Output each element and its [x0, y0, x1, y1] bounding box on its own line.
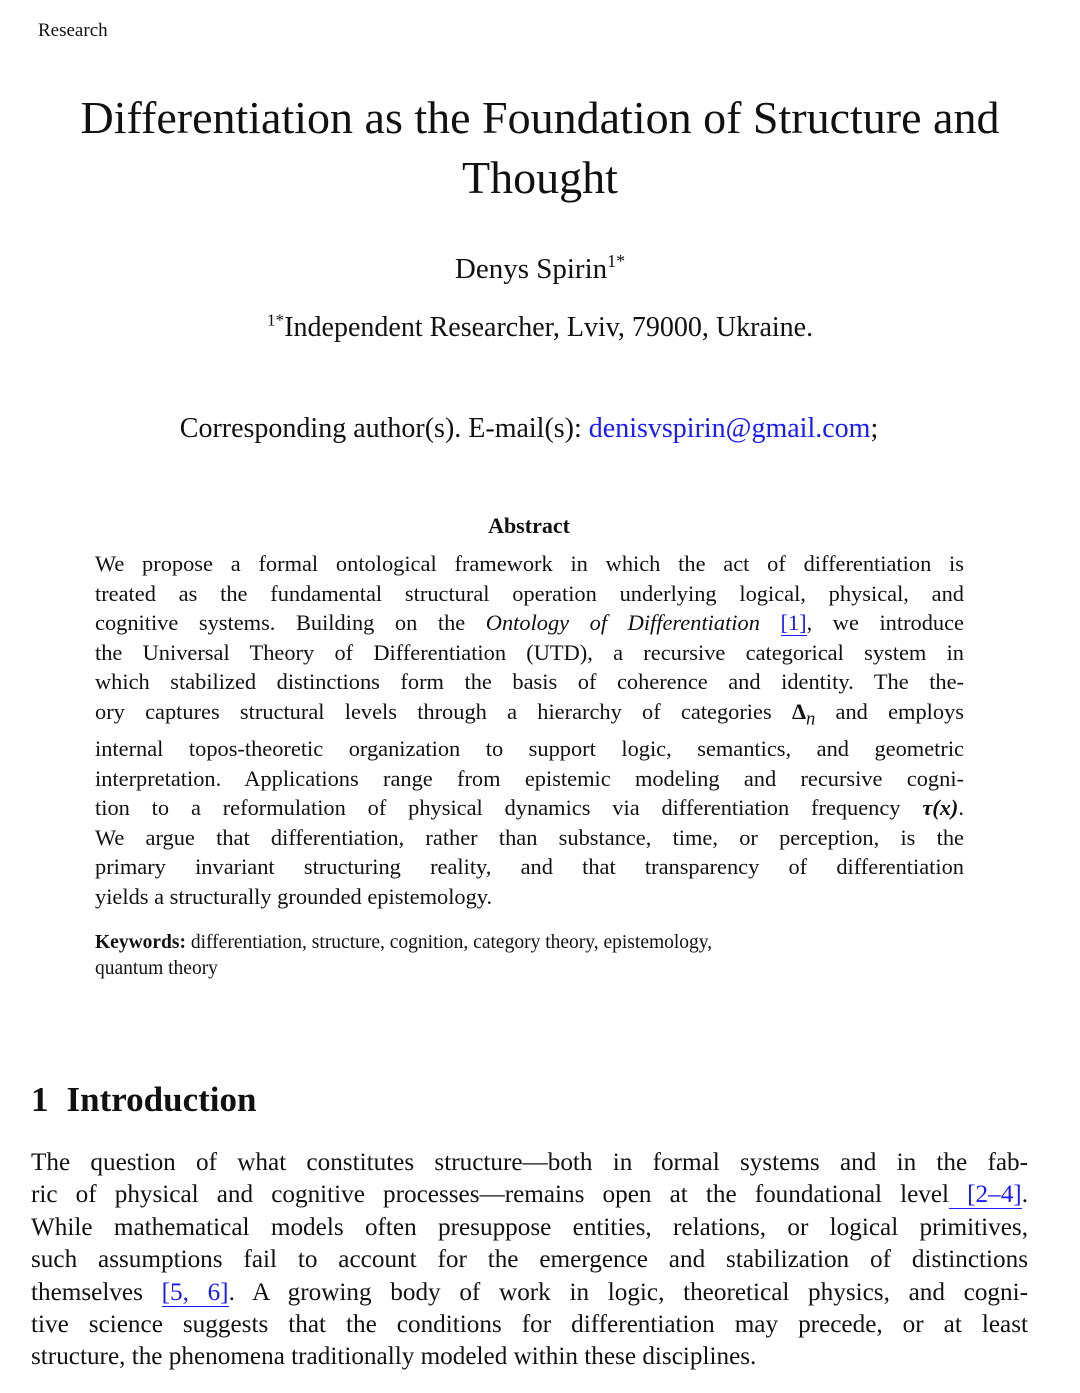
abstract-text: tion to a reformulation of physical dynamics via differentiation frequency	[95, 795, 923, 821]
intro-line: While mathematical models often presuppose entities, relations, or logical primitives,	[31, 1213, 1028, 1241]
affiliation-text: Independent Researcher, Lviv, 79000, Ukraine.	[284, 312, 814, 343]
keywords-list-cont: quantum theory	[95, 958, 218, 979]
correspondence-trailing: ;	[870, 413, 879, 444]
intro-paragraph	[31, 1147, 1028, 1374]
abstract-text	[760, 610, 781, 635]
intro-line	[31, 1277, 1028, 1309]
math-tau: τ(x)	[922, 795, 959, 821]
correspondence	[0, 413, 1058, 445]
affiliation	[0, 312, 1080, 344]
cited-work-title: Ontology of Differentiation	[485, 610, 760, 636]
author-name: Denys Spirin	[454, 253, 608, 285]
keywords	[95, 930, 964, 982]
correspondence-label: Corresponding author(s). E-mail(s):	[179, 413, 582, 444]
abstract-line	[95, 608, 964, 638]
intro-text: themselves	[31, 1278, 162, 1306]
abstract-text: and employs	[815, 698, 964, 724]
paper-title	[40, 88, 1040, 208]
abstract-line	[95, 697, 964, 734]
abstract-body	[95, 549, 964, 912]
abstract-line: primary invariant structuring reality, and that transparency of differentiation	[95, 854, 964, 880]
author-marker: 1*	[607, 251, 626, 272]
abstract-line: the Universal Theory of Differentiation (UTD), a recursive categorical system in	[95, 639, 964, 665]
abstract-line: We argue that differentiation, rather than substance, time, or perception, is the	[95, 824, 964, 850]
abstract-text: .	[958, 795, 964, 821]
intro-text: ric of physical and cognitive processes—remains open at the foundational level	[31, 1181, 950, 1209]
abstract-line: internal topos-theoretic organization to support logic, semantics, and geometric	[95, 736, 964, 762]
intro-line: The question of what constitutes structure—both in formal systems and in the fab-	[31, 1149, 1028, 1176]
citation-link[interactable]: [2–4]	[949, 1181, 1022, 1209]
email-link[interactable]: denisvspirin@gmail.com	[588, 413, 871, 444]
keywords-label: Keywords:	[95, 932, 186, 953]
author	[0, 253, 1080, 286]
citation-link[interactable]: [5, 6]	[161, 1278, 229, 1306]
abstract-line: yields a structurally grounded epistemology.	[95, 884, 493, 909]
abstract-heading: Abstract	[488, 513, 570, 538]
intro-line: tive science suggests that the conditions for differentiation may precede, or at least	[31, 1311, 1028, 1339]
abstract-text: , we introduce	[806, 610, 964, 636]
abstract-line: treated as the fundamental structural operation underlying logical, physical, and	[95, 580, 964, 606]
math-subscript-n: n	[805, 708, 816, 730]
abstract-line	[95, 793, 964, 823]
abstract-line: We propose a formal ontological framework in which the act of differentiation is	[95, 551, 964, 576]
abstract-line: which stabilized distinctions form the basis of coherence and identity. The the-	[95, 669, 964, 695]
intro-line: structure, the phenomena traditionally modeled within these disciplines.	[31, 1343, 757, 1371]
title-line-2: Thought	[462, 152, 618, 203]
keywords-list: differentiation, structure, cognition, category theory, epistemology,	[186, 932, 713, 953]
abstract-text: ory captures structural levels through a hierarchy of categories	[95, 698, 792, 724]
intro-text: .	[1021, 1181, 1028, 1209]
intro-text: . A growing body of work in logic, theoretical physics, and cogni-	[228, 1278, 1028, 1306]
running-head: Research	[38, 20, 108, 41]
affiliation-marker: 1*	[266, 310, 285, 330]
intro-line: such assumptions fail to account for the emergence and stabilization of distinctions	[31, 1246, 1028, 1274]
section-number: 1	[31, 1080, 49, 1119]
math-delta: Δ	[791, 698, 806, 724]
section-title: Introduction	[66, 1080, 257, 1119]
intro-line	[31, 1179, 1028, 1211]
title-line-1: Differentiation as the Foundation of Structure and	[80, 92, 1000, 143]
abstract-line: interpretation. Applications range from epistemic modeling and recursive cogni-	[95, 765, 964, 791]
abstract-text: cognitive systems. Building on the	[95, 610, 486, 636]
section-heading	[31, 1080, 256, 1120]
citation-link[interactable]: [1]	[780, 610, 807, 636]
